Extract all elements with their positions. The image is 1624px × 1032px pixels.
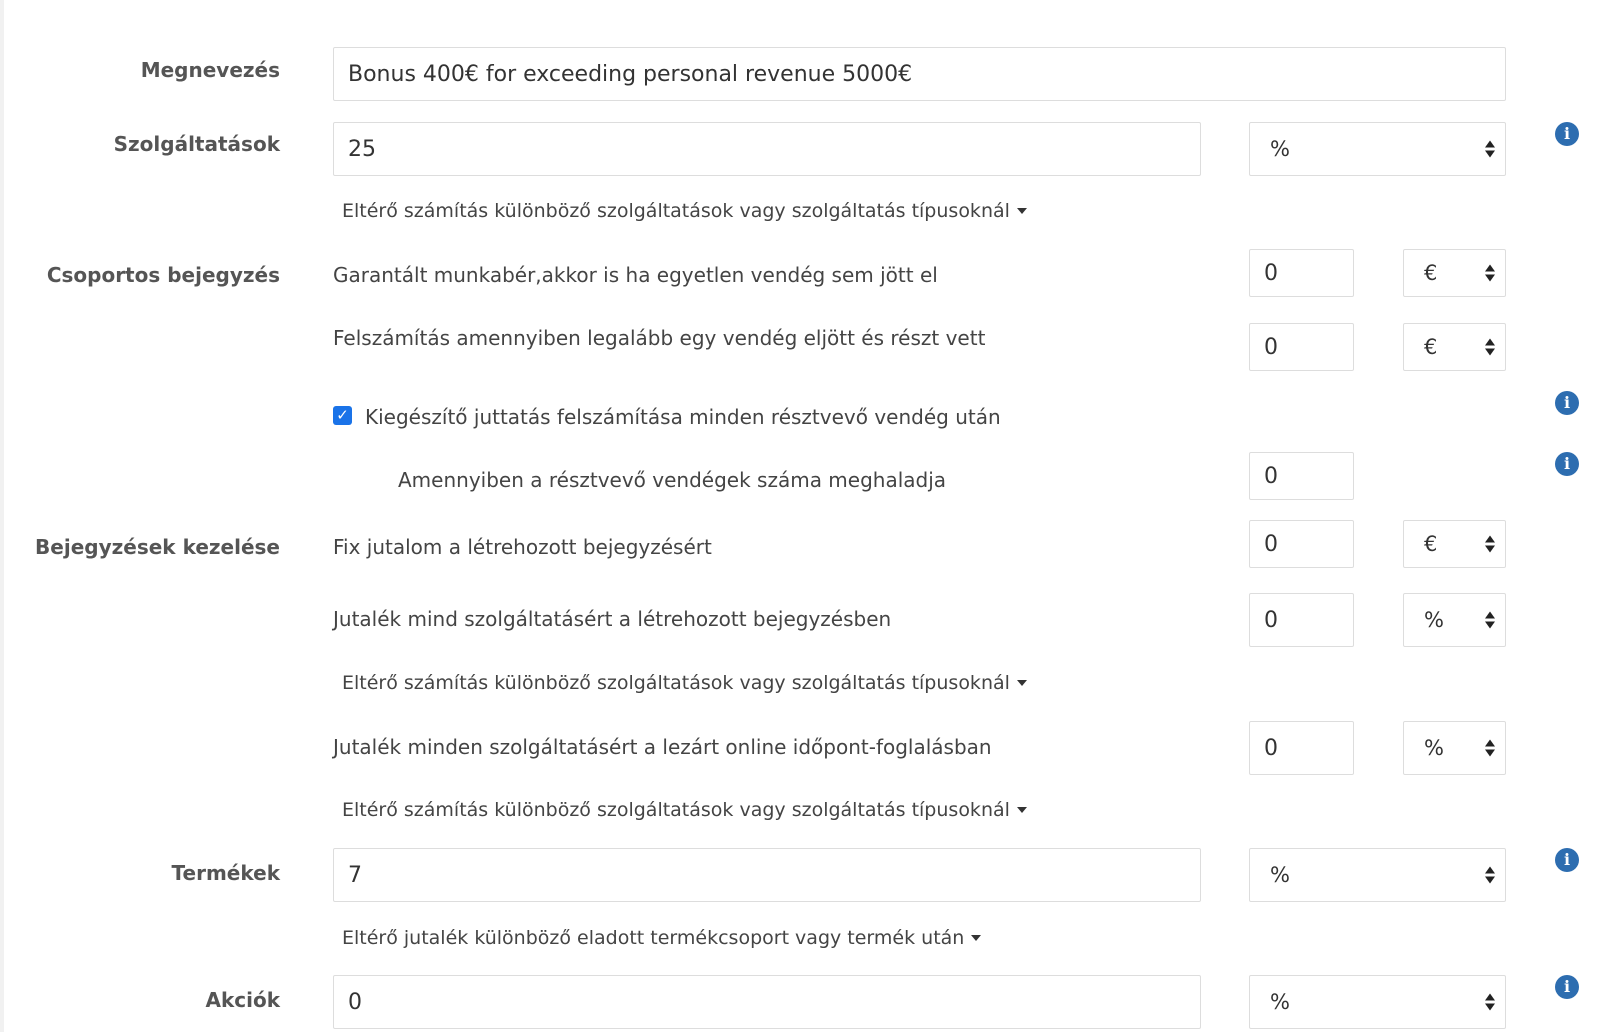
actions-unit-value: % — [1270, 990, 1290, 1014]
page-left-border — [0, 0, 4, 1032]
commission-created-toggle-label: Eltérő számítás különböző szolgáltatások vagy szolgáltatás típusoknál — [342, 672, 1010, 694]
select-arrows-icon — [1485, 867, 1495, 884]
bookings-label: Bejegyzések kezelése — [35, 535, 280, 559]
info-icon[interactable]: i — [1555, 122, 1579, 146]
fixed-reward-unit-select[interactable] — [1403, 520, 1506, 568]
charge-unit-value: € — [1424, 335, 1438, 359]
products-toggle-label: Eltérő jutalék különböző eladott termékcsoport vagy termék után — [342, 927, 965, 949]
charge-input[interactable]: 0 — [1249, 323, 1354, 371]
fixed-reward-unit-value: € — [1424, 532, 1438, 556]
actions-label: Akciók — [205, 988, 280, 1012]
select-arrows-icon — [1485, 740, 1495, 757]
actions-input[interactable]: 0 — [333, 975, 1201, 1029]
services-input[interactable]: 25 — [333, 122, 1201, 176]
products-different-commission-toggle[interactable] — [342, 927, 981, 949]
services-toggle-label: Eltérő számítás különböző szolgáltatások vagy szolgáltatás típusoknál — [342, 200, 1010, 222]
products-unit-value: % — [1270, 863, 1290, 887]
select-arrows-icon — [1485, 536, 1495, 553]
extra-benefit-checkbox[interactable]: ✓ — [333, 406, 352, 425]
select-arrows-icon — [1485, 612, 1495, 629]
actions-unit-select[interactable] — [1249, 975, 1506, 1029]
commission-online-input[interactable]: 0 — [1249, 721, 1354, 775]
commission-online-unit-value: % — [1424, 736, 1444, 760]
commission-online-text: Jutalék minden szolgáltatásért a lezárt online időpont-foglalásban — [333, 735, 992, 759]
info-icon[interactable]: i — [1555, 848, 1579, 872]
caret-down-icon — [971, 935, 981, 941]
select-arrows-icon — [1485, 265, 1495, 282]
name-label: Megnevezés — [140, 58, 280, 82]
commission-created-different-calc-toggle[interactable] — [342, 672, 1027, 694]
services-unit-select[interactable] — [1249, 122, 1506, 176]
select-arrows-icon — [1485, 339, 1495, 356]
commission-created-input[interactable]: 0 — [1249, 593, 1354, 647]
products-input[interactable]: 7 — [333, 848, 1201, 902]
products-label: Termékek — [171, 861, 280, 885]
caret-down-icon — [1017, 208, 1027, 214]
fixed-reward-text: Fix jutalom a létrehozott bejegyzésért — [333, 535, 712, 559]
products-unit-select[interactable] — [1249, 848, 1506, 902]
charge-text: Felszámítás amennyiben legalább egy vendég eljött és részt vett — [333, 326, 986, 350]
group-booking-label: Csoportos bejegyzés — [46, 263, 280, 287]
caret-down-icon — [1017, 680, 1027, 686]
info-icon[interactable]: i — [1555, 391, 1579, 415]
select-arrows-icon — [1485, 994, 1495, 1011]
commission-online-different-calc-toggle[interactable] — [342, 799, 1027, 821]
commission-online-toggle-label: Eltérő számítás különböző szolgáltatások vagy szolgáltatás típusoknál — [342, 799, 1010, 821]
info-icon[interactable]: i — [1555, 975, 1579, 999]
commission-created-text: Jutalék mind szolgáltatásért a létrehozott bejegyzésben — [333, 607, 892, 631]
info-icon[interactable]: i — [1555, 452, 1579, 476]
services-different-calc-toggle[interactable] — [342, 200, 1027, 222]
charge-unit-select[interactable] — [1403, 323, 1506, 371]
extra-benefit-text: Kiegészítő juttatás felszámítása minden résztvevő vendég után — [365, 405, 1001, 429]
select-arrows-icon — [1485, 141, 1495, 158]
guaranteed-wage-unit-value: € — [1424, 261, 1438, 285]
threshold-input[interactable]: 0 — [1249, 452, 1354, 500]
services-unit-value: % — [1270, 137, 1290, 161]
guaranteed-wage-text: Garantált munkabér,akkor is ha egyetlen vendég sem jött el — [333, 263, 938, 287]
fixed-reward-input[interactable]: 0 — [1249, 520, 1354, 568]
commission-created-unit-select[interactable] — [1403, 593, 1506, 647]
caret-down-icon — [1017, 807, 1027, 813]
services-label: Szolgáltatások — [113, 132, 280, 156]
guaranteed-wage-unit-select[interactable] — [1403, 249, 1506, 297]
name-input[interactable]: Bonus 400€ for exceeding personal revenue 5000€ — [333, 47, 1506, 101]
threshold-text: Amennyiben a résztvevő vendégek száma meghaladja — [398, 468, 947, 492]
guaranteed-wage-input[interactable]: 0 — [1249, 249, 1354, 297]
commission-created-unit-value: % — [1424, 608, 1444, 632]
commission-online-unit-select[interactable] — [1403, 721, 1506, 775]
